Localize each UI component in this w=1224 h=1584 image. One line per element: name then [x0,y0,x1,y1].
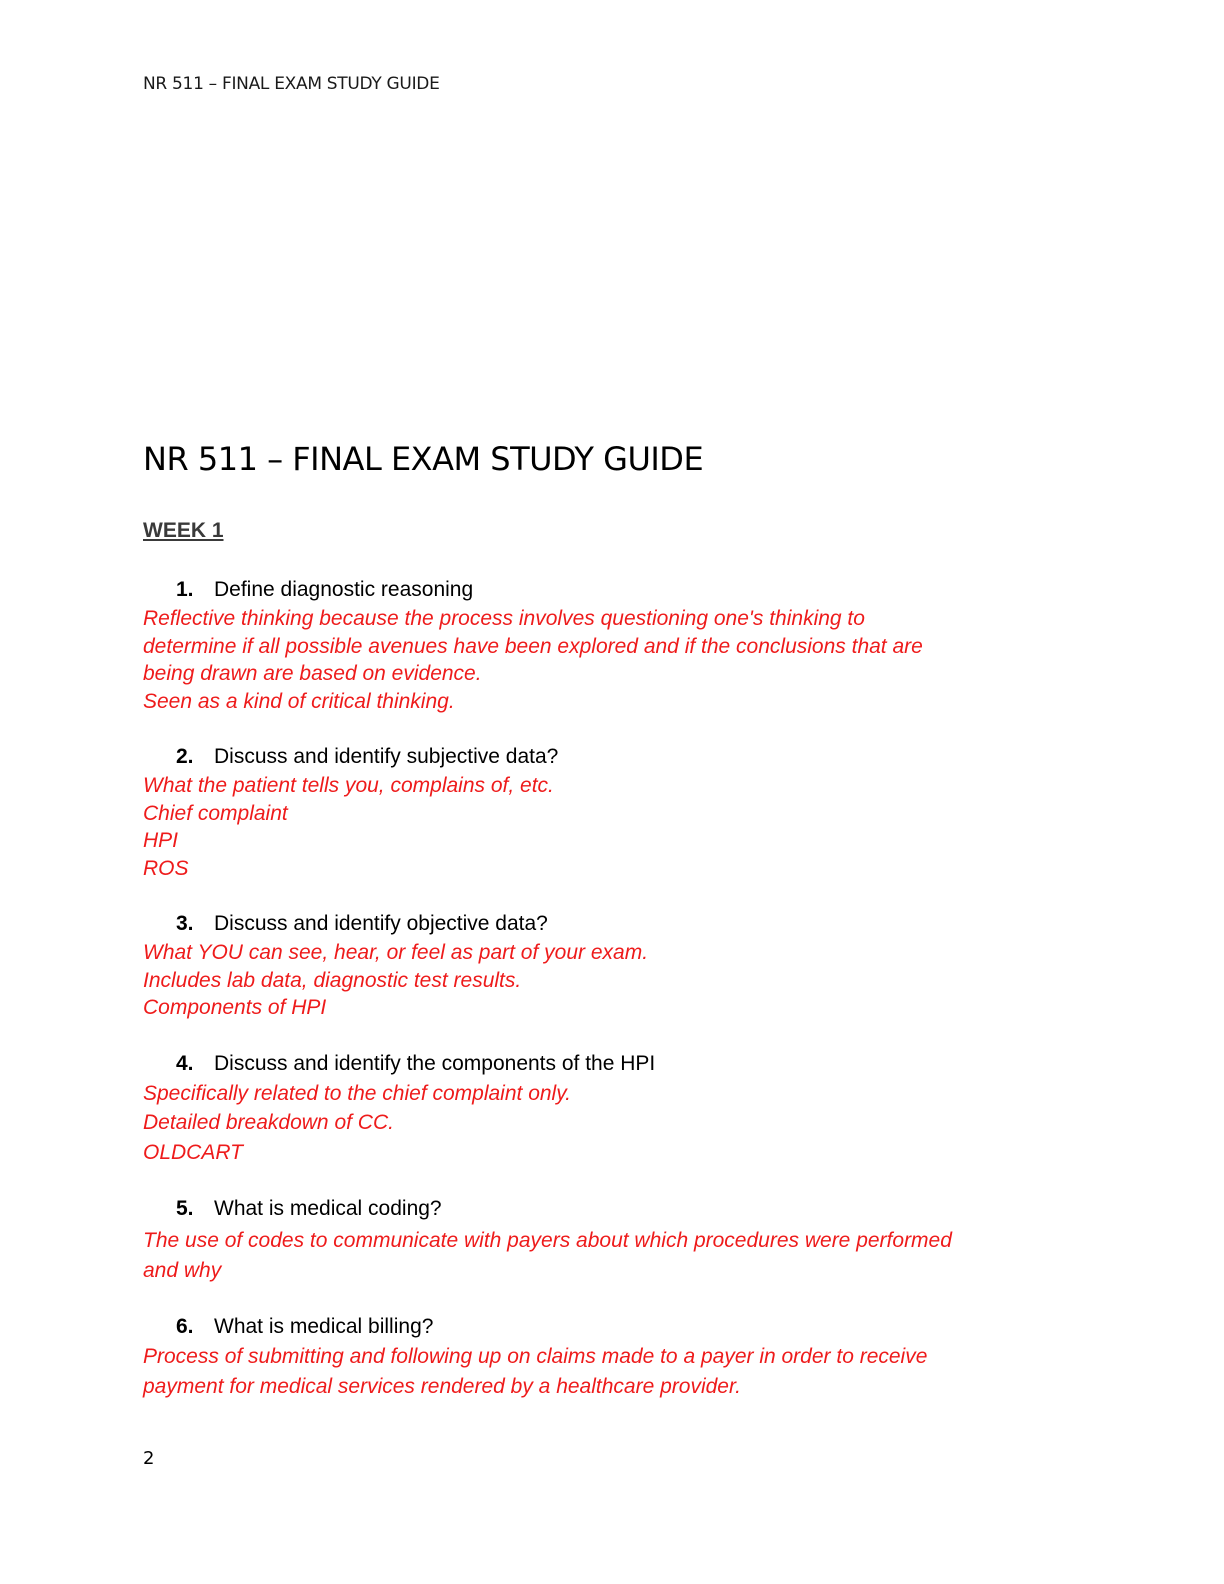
question-1 [143,575,1083,605]
answer-line: Includes lab data, diagnostic test results. [143,968,522,992]
qa-item-3 [143,909,1083,1022]
answer-line: and why [143,1258,222,1282]
answer-line: OLDCART [143,1140,243,1164]
question-3 [143,909,1083,939]
answer-line: Specifically related to the chief complaint only. [143,1081,571,1105]
answer-line: HPI [143,829,179,852]
question-text: Discuss and identify objective data? [214,912,548,935]
question-5 [143,1194,1083,1224]
answer-3 [143,939,1083,1022]
answer-line: determine if all possible avenues have been explored and if the conclusions that are [143,634,923,658]
qa-item-6 [143,1312,1083,1401]
qa-item-2 [143,742,1083,882]
answer-line: Reflective thinking because the process involves questioning one's thinking to [143,607,865,630]
question-text: What is medical billing? [214,1315,434,1338]
question-text: What is medical coding? [214,1197,442,1220]
question-text: Discuss and identify subjective data? [214,745,559,768]
answer-line: being drawn are based on evidence. [143,662,482,685]
running-header: NR 511 – FINAL EXAM STUDY GUIDE [143,74,440,94]
question-number: 4. [176,1051,194,1075]
question-number: 6. [176,1315,194,1338]
question-text: Define diagnostic reasoning [214,578,474,601]
answer-line: Chief complaint [143,801,288,825]
answer-line: What YOU can see, hear, or feel as part of your exam. [143,941,649,964]
question-4 [143,1049,1083,1079]
question-number: 5. [176,1197,194,1220]
answer-6 [143,1342,1083,1401]
question-number: 3. [176,912,194,935]
qa-item-1 [143,575,1083,715]
answer-line: payment for medical services rendered by a healthcare provider. [143,1374,742,1398]
section-heading-week-1: WEEK 1 [143,519,224,542]
answer-line: What the patient tells you, complains of, etc. [143,774,554,797]
document-title: NR 511 – FINAL EXAM STUDY GUIDE [143,440,704,478]
question-text: Discuss and identify the components of the HPI [214,1051,656,1075]
answer-1 [143,605,1083,715]
answer-5 [143,1226,1083,1285]
answer-line: Seen as a kind of critical thinking. [143,689,455,713]
question-6 [143,1312,1083,1342]
answer-line: The use of codes to communicate with payers about which procedures were performed [143,1229,952,1252]
question-number: 2. [176,745,194,768]
qa-item-4 [143,1049,1083,1168]
qa-item-5 [143,1194,1083,1285]
answer-line: Detailed breakdown of CC. [143,1111,394,1134]
answer-2 [143,772,1083,882]
answer-line: Process of submitting and following up on claims made to a payer in order to receive [143,1345,928,1368]
answer-line: ROS [143,856,189,880]
question-answer-list [143,575,1083,1401]
question-number: 1. [176,578,194,601]
question-2 [143,742,1083,772]
answer-line: Components of HPI [143,996,327,1019]
page-number: 2 [143,1448,155,1469]
answer-4 [143,1079,1083,1168]
